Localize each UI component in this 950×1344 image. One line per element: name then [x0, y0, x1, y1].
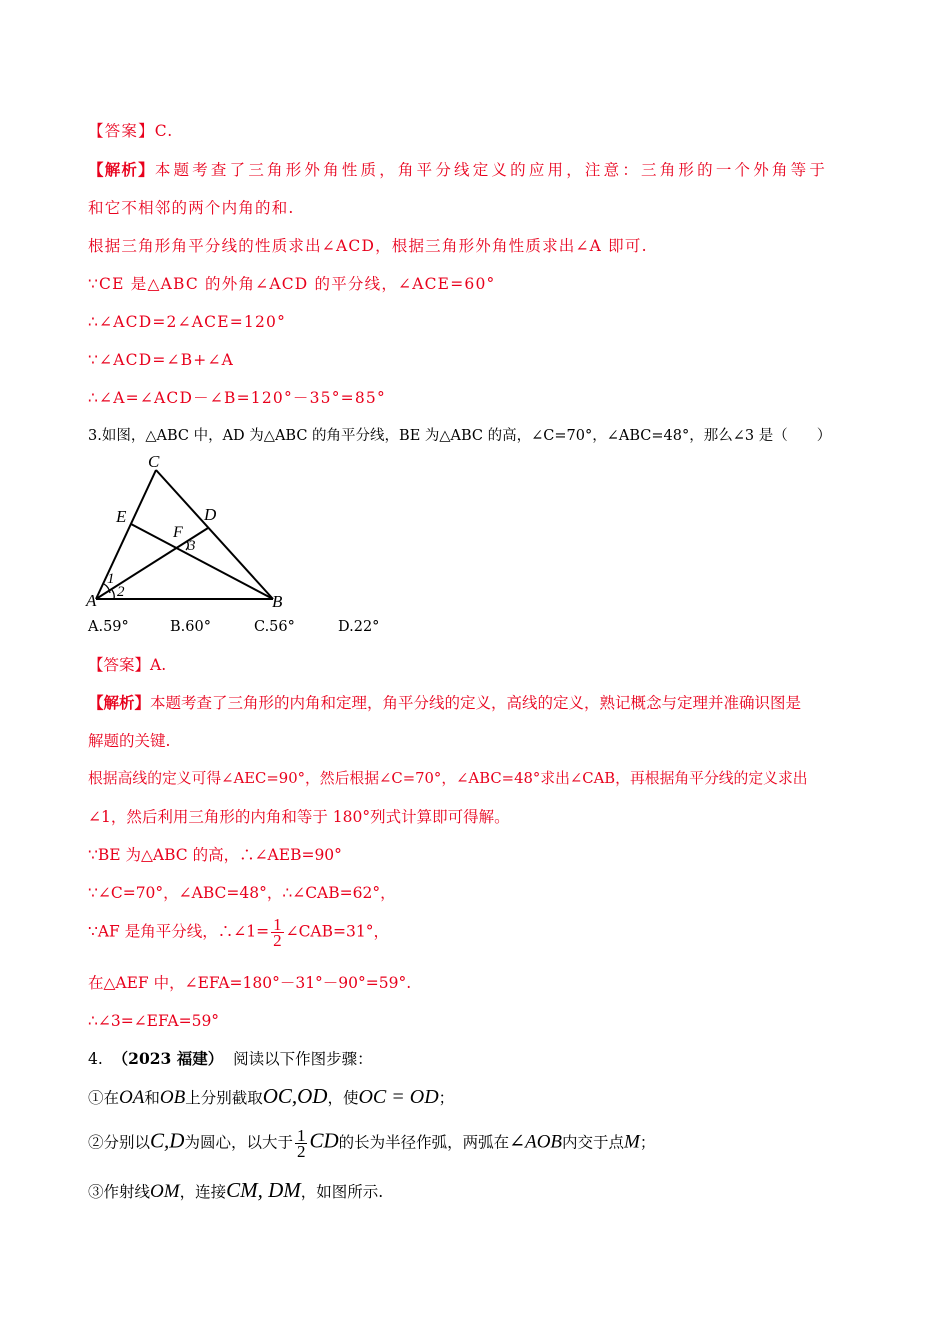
q2-analysis-tag: 【解析】 — [88, 160, 155, 179]
fraction-half-2 — [295, 1128, 308, 1159]
q4-s1-e: ； — [438, 1089, 455, 1107]
choice-b[interactable]: B.60° — [170, 619, 211, 635]
q4-s2-a: ②分别以 — [88, 1133, 151, 1152]
q4-s3-b: ，连接 — [179, 1183, 227, 1201]
choice-d[interactable]: D.22° — [338, 619, 380, 635]
q4-step-3 — [88, 1180, 383, 1202]
q4-number: 4. — [88, 1050, 103, 1068]
q4-intro: 阅读以下作图步骤： — [233, 1050, 373, 1068]
label-a: A — [86, 591, 97, 610]
q4-s1-a: ①在 — [88, 1089, 120, 1107]
q4-s1-c: 上分别截取 — [185, 1089, 263, 1107]
choice-a[interactable]: A.59° — [88, 619, 129, 635]
label-2: 2 — [117, 584, 125, 600]
q4-step-2 — [88, 1128, 655, 1159]
q2-analysis-line-1 — [88, 160, 828, 180]
q2-analysis-text-1: 本题考查了三角形外角性质，角平分线定义的应用，注意：三角形的一个外角等于 — [154, 161, 829, 179]
q4-s3-a: ③作射线 — [88, 1183, 151, 1201]
q4-step-1 — [88, 1086, 454, 1108]
math-c-d: C,D — [150, 1128, 185, 1153]
math-oc-eq-od: OC = OD — [358, 1086, 439, 1108]
q3-step-1: ∵BE 为△ABC 的高，∴∠AEB=90° — [88, 846, 342, 864]
label-3: 3 — [188, 538, 196, 554]
fraction-den: 2 — [273, 931, 282, 950]
q4-s2-d: 内交于点 — [562, 1133, 625, 1152]
math-cm-dm: CM, DM — [226, 1178, 301, 1202]
q3-analysis-text-1: 本题考查了三角形的内角和定理，角平分线的定义，高线的定义，熟记概念与定理并准确识图是 — [150, 694, 802, 712]
fraction-half — [271, 917, 284, 948]
q4-s1-b: 和 — [144, 1089, 160, 1107]
q3-analysis-line-2: 解题的关键. — [88, 732, 171, 750]
math-ob: OB — [159, 1087, 186, 1108]
q3-question: 3.如图，△ABC 中，AD 为△ABC 的角平分线，BE 为△ABC 的高，∠C=70°，∠ABC=48°，那么∠3 是（ ） — [88, 428, 832, 444]
q3-choices — [88, 617, 379, 637]
q3-step-3-b: ∠CAB=31°， — [285, 922, 389, 941]
q2-answer: 【答案】C. — [88, 122, 174, 140]
label-d: D — [204, 505, 217, 524]
label-1: 1 — [107, 571, 115, 587]
fraction-num: 1 — [273, 915, 282, 934]
q3-step-4: 在△AEF 中，∠EFA=180°－31°－90°=59°. — [88, 974, 412, 992]
q4-header — [88, 1049, 373, 1069]
q3-step-5: ∴∠3=∠EFA=59° — [88, 1012, 220, 1030]
q4-s2-e: ； — [639, 1133, 656, 1152]
math-angle-aob: ∠AOB — [509, 1131, 563, 1153]
label-c: C — [148, 452, 160, 471]
math-om: OM — [150, 1181, 180, 1202]
choice-c[interactable]: C.56° — [254, 619, 295, 635]
q4-s2-b: 为圆心，以大于 — [184, 1133, 293, 1152]
q3-analysis-line-4: ∠1，然后利用三角形的内角和等于 180°列式计算即可得解。 — [88, 808, 510, 826]
math-oc-od: OC,OD — [262, 1084, 328, 1108]
q3-step-3-a: ∵AF 是角平分线，∴∠1= — [88, 922, 270, 941]
q3-step-2: ∵∠C=70°，∠ABC=48°，∴∠CAB=62°， — [88, 884, 396, 902]
q3-analysis-line-3: 根据高线的定义可得∠AEC=90°，然后根据∠C=70°，∠ABC=48°求出∠CAB，再根据角平分线的定义求出 — [88, 770, 808, 787]
q2-analysis-line-3: 根据三角形角平分线的性质求出∠ACD，根据三角形外角性质求出∠A 即可. — [88, 237, 648, 255]
q3-step-3 — [88, 917, 389, 948]
q3-analysis-tag: 【解析】 — [88, 693, 151, 712]
q2-step-2: ∴∠ACD=2∠ACE=120° — [88, 313, 287, 331]
fraction-den-2: 2 — [296, 1142, 306, 1161]
math-cd: CD — [309, 1128, 339, 1153]
fraction-num-2: 1 — [296, 1126, 306, 1145]
math-m: M — [624, 1131, 640, 1153]
q4-s1-d: ，使 — [327, 1089, 359, 1107]
q3-analysis-line-1 — [88, 693, 801, 713]
label-e: E — [116, 507, 127, 526]
label-f: F — [173, 524, 183, 541]
q4-s3-c: ，如图所示. — [300, 1183, 384, 1201]
q4-source: （2023 福建） — [112, 1049, 224, 1068]
q3-answer: 【答案】A. — [88, 656, 167, 674]
q2-step-3: ∵∠ACD=∠B+∠A — [88, 351, 235, 369]
q3-triangle-figure — [84, 450, 294, 612]
height-be — [131, 524, 273, 599]
q2-step-1: ∵CE 是△ABC 的外角∠ACD 的平分线，∠ACE=60° — [88, 275, 496, 293]
q2-analysis-line-2: 和它不相邻的两个内角的和. — [88, 199, 295, 217]
label-b: B — [272, 592, 283, 611]
angle-mark-2 — [112, 590, 114, 599]
math-oa: OA — [119, 1087, 145, 1108]
q4-s2-c: 的长为半径作弧，两弧在 — [338, 1133, 510, 1152]
q2-step-4: ∴∠A=∠ACD－∠B=120°－35°=85° — [88, 389, 386, 407]
